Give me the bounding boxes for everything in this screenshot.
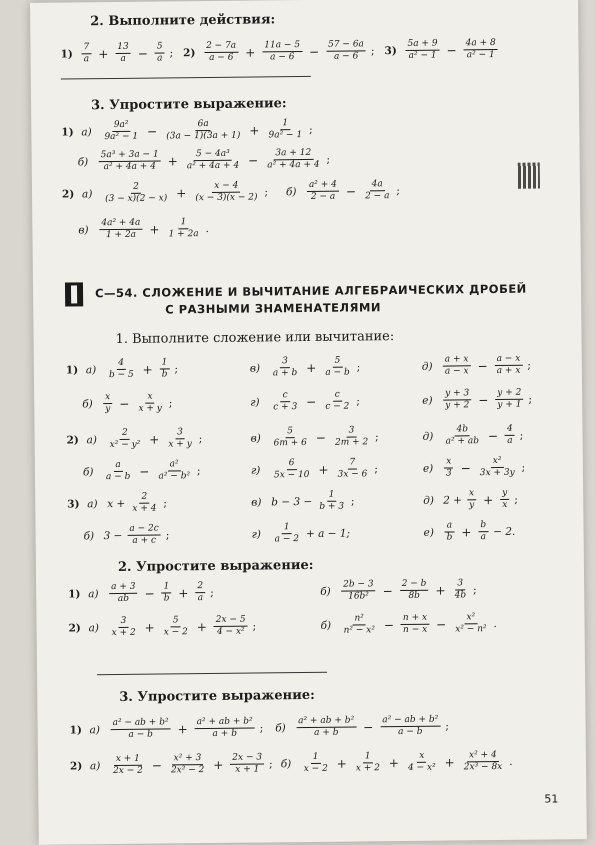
ex1-row-4: б) $\frac{a}{a - b}$ − $\frac{\text{a²}}{\text{a² − b²}}$ ; bbox=[82, 459, 201, 483]
textbook-page bbox=[30, 0, 587, 845]
exercise-3-row-4: в) $\frac{\text{4a² + 4a}}{1 + 2a}$ + $\frac{1}{1 + 2a}$ . bbox=[78, 217, 210, 241]
ex1-row-3-d: д) $\frac{4b}{\text{a² + ab}}$ − $\frac{4}{a}$ ; bbox=[422, 423, 524, 447]
ex1-row-6: б) 3 − $\frac{a - 2c}{a + c}$ ; bbox=[83, 523, 170, 546]
ex1-row-5-d: д) 2 + $\frac{x}{y}$ + $\frac{y}{x}$ ; bbox=[423, 487, 518, 511]
exercise-3-row-1: 1) а) $\frac{\text{9a²}}{\text{9a² − 1}}$ − $\frac{6a}{(3a - 1)(3a + 1)}$ + $\frac{1}{\text{9a² − 1}}$ ; bbox=[61, 118, 313, 143]
ex2-row-1: 1) а) $\frac{a + 3}{ab}$ − $\frac{1}{b}$ + $\frac{2}{a}$ ; bbox=[68, 581, 214, 604]
section-subtitle: С РАЗНЫМИ ЗНАМЕНАТЕЛЯМИ bbox=[165, 300, 382, 317]
page-number: 51 bbox=[544, 792, 559, 806]
section-title: С—54. СЛОЖЕНИЕ И ВЫЧИТАНИЕ АЛГЕБРАИЧЕСКИХ ДРОБЕЙ bbox=[94, 281, 527, 301]
ex1-row-6-e: е) $\frac{a}{b}$ + $\frac{b}{a}$ − 2. bbox=[423, 520, 516, 543]
exercise-3-row-2: б) $\frac{\text{5a³ + 3a − 1}}{\text{a² + 4a + 4}}$ + $\frac{\text{5 − 4a³}}{\text{a² + 4a + 4}}$ − $\frac{3a + 12}{\text{a² + 4a + 4}}$ ; bbox=[77, 147, 331, 173]
ex1-row-6-g: г) $\frac{1}{a - 2}$ + a − 1; bbox=[251, 522, 351, 545]
divider bbox=[97, 672, 327, 675]
ex1-row-2-e: е) $\frac{y + 3}{y + 2}$ − $\frac{y + 2}{y + 1}$ ; bbox=[422, 387, 533, 411]
print-blot bbox=[518, 163, 540, 189]
ex2-row-1-b: б) $\frac{2b - 3}{\text{16b²}}$ − $\frac{2 - b}{8b}$ + $\frac{3}{4b}$ ; bbox=[320, 578, 477, 602]
ex3-title: 3. Упростите выражение: bbox=[119, 687, 315, 705]
ex1-row-2-g: г) $\frac{c}{c + 3}$ − $\frac{c}{c - 2}$ ; bbox=[250, 389, 360, 413]
ex3-row-2: 2) а) $\frac{x + 1}{2x - 2}$ − $\frac{\text{x² + 3}}{\text{2x² − 2}}$ + $\frac{2x - 3}{x + 1}$ ; б) $\frac{1}{x - 2}$ + $\frac{1}{x + 2}$ + $\frac{x}{\text{4 − x²}}$ + $\frac{\text{x² + 4}}{\text{2x³ − 8x}}$ . bbox=[69, 750, 513, 777]
ex3-row-1: 1) а) $\frac{\text{a² − ab + b²}}{a - b}$ + $\frac{\text{a² + ab + b²}}{a + b}$ ; б) $\frac{\text{a² + ab + b²}}{a + b}$ − $\frac{\text{a² − ab + b²}}{a - b}$ ; bbox=[69, 714, 449, 740]
row-number: 1) bbox=[60, 47, 73, 61]
exercise-2-row: 1) $\frac{7}{a}$ + $\frac{13}{a}$ − $\frac{5}{a}$ ; 2) $\frac{2 - 7a}{a - 6}$ + $\frac{11a - 5}{a - 6}$ − $\frac{57 - 6a}{a - 6}$ ; 3) $\frac{5a + 9}{\text{a² − 1}}$ − $\frac{4a + 8}{\text{a² − 1}}$ bbox=[60, 38, 498, 66]
ex1-row-4-g: г) $\frac{6}{5x - 10}$ + $\frac{7}{3x - 6}$ ; bbox=[250, 457, 378, 481]
ex1-title: 1. Выполните сложение или вычитание: bbox=[115, 329, 395, 347]
ex2-row-2: 2) а) $\frac{3}{x + 2}$ + $\frac{5}{x - 2}$ + $\frac{2x - 5}{\text{4 − x²}}$ ; bbox=[68, 614, 257, 639]
section-marker-icon bbox=[65, 282, 83, 306]
ex1-row-3-v: в) $\frac{5}{6m + 6}$ − $\frac{3}{2m + 2}$ ; bbox=[250, 425, 379, 449]
ex1-row-1: 1) а) $\frac{4}{b - 5}$ + $\frac{1}{b}$ ; bbox=[65, 357, 179, 381]
ex1-row-1-v: в) $\frac{3}{a + b}$ + $\frac{5}{a - b}$ ; bbox=[249, 355, 361, 379]
ex1-row-3: 2) а) $\frac{2}{\text{x² − y²}}$ + $\frac{3}{x + y}$ ; bbox=[66, 427, 203, 451]
ex2-row-2-b: б) $\frac{\text{n²}}{\text{n² − x²}}$ − $\frac{n + x}{n - x}$ − $\frac{\text{x²}}{\text{x² − n²}}$ . bbox=[320, 612, 497, 636]
ex1-row-2: б) $\frac{x}{y}$ − $\frac{x}{x + y}$ ; bbox=[82, 391, 173, 415]
fraction: $\frac{13}{a}$ bbox=[115, 42, 131, 65]
exercise-3-row-3: 2) а) $\frac{2}{(3 - x)(2 - x)}$ + $\frac{x - 4}{(x - 3)(x - 2)}$ ; б) $\frac{\text{a² + 4}}{2 - a}$ − $\frac{4a}{2 - a}$ ; bbox=[61, 179, 400, 205]
ex1-row-5: 3) а) x + $\frac{2}{x + 4}$ ; bbox=[67, 491, 168, 514]
ex1-row-4-e: е) $\frac{x}{3}$ − $\frac{\text{x²}}{3x + 3y}$ ; bbox=[422, 455, 526, 479]
exercise-3-title: 3. Упростите выражение: bbox=[91, 96, 287, 114]
exercise-2-title: 2. Выполните действия: bbox=[90, 12, 276, 30]
ex2-title: 2. Упростите выражение: bbox=[117, 557, 314, 575]
fraction: $\frac{5}{a}$ bbox=[155, 41, 165, 64]
divider bbox=[61, 76, 311, 80]
fraction: $\frac{7}{a}$ bbox=[81, 42, 91, 65]
ex1-row-5-v: в) b − 3 − $\frac{1}{b + 3}$ ; bbox=[251, 489, 355, 512]
ex1-row-1-d: д) $\frac{a + x}{a - x}$ − $\frac{a - x}{a + x}$ ; bbox=[421, 353, 531, 377]
